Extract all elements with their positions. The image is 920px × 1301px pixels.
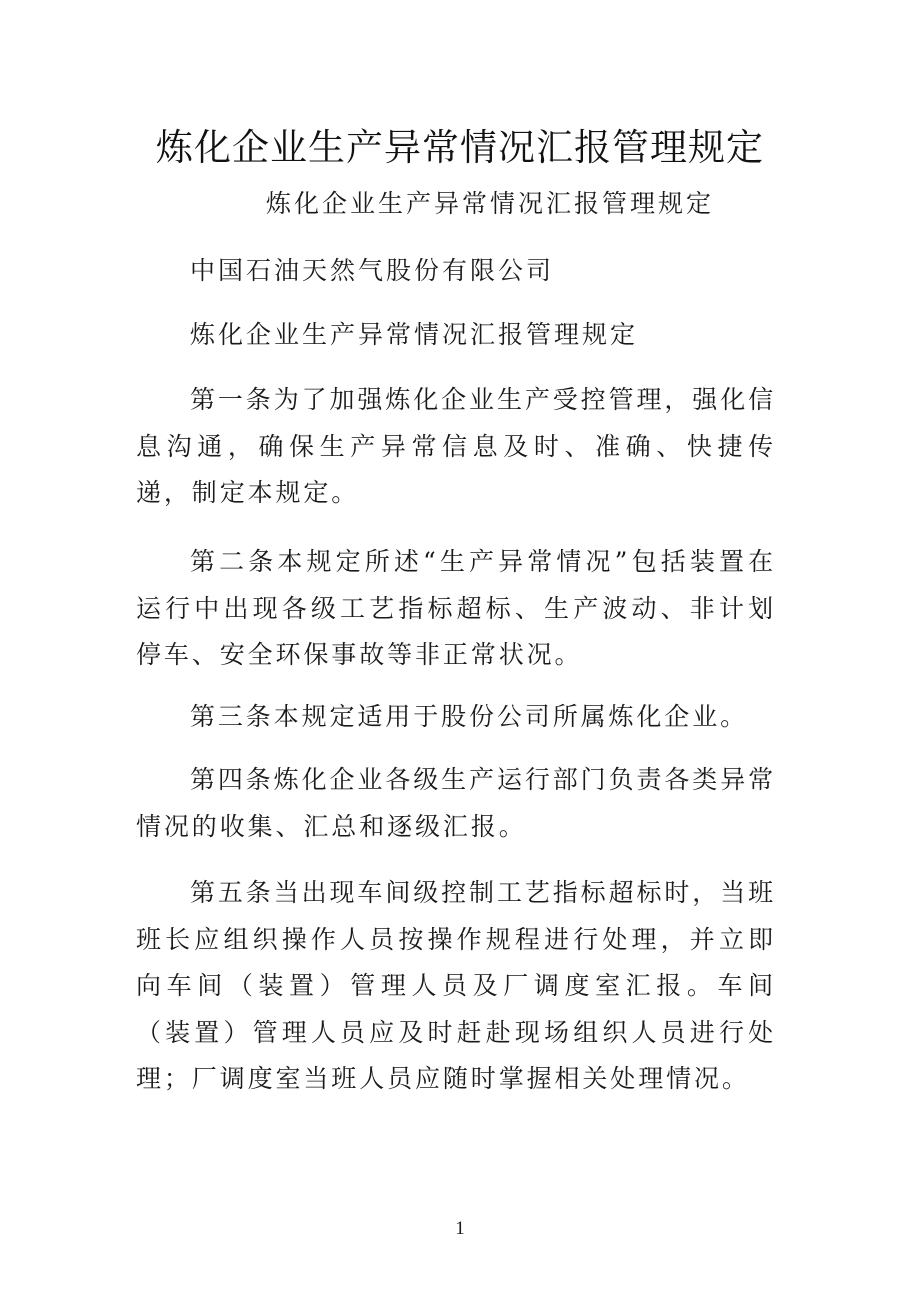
- article-1: 第一条为了加强炼化企业生产受控管理，强化信息沟通，确保生产异常信息及时、准确、快捷传递，制定本规定。: [136, 385, 776, 507]
- article-5: 第五条当出现车间级控制工艺指标超标时，当班班长应组织操作人员按操作规程进行处理，并立即向车间（装置）管理人员及厂调度室汇报。车间（装置）管理人员应及时赶赴现场组织人员进行处理；厂调度室当班人员应随时掌握相关处理情况。: [136, 878, 776, 1093]
- regulation-name: 炼化企业生产异常情况汇报管理规定: [190, 320, 639, 349]
- page-number: 1: [455, 1218, 465, 1239]
- article-2: 第二条本规定所述“生产异常情况”包括装置在运行中出现各级工艺指标超标、生产波动、非计划停车、安全环保事故等非正常状况。: [136, 547, 776, 669]
- document-title: 炼化企业生产异常情况汇报管理规定: [156, 126, 764, 169]
- company-name: 中国石油天然气股份有限公司: [190, 256, 555, 285]
- article-3: 第三条本规定适用于股份公司所属炼化企业。: [190, 702, 749, 731]
- article-4: 第四条炼化企业各级生产运行部门负责各类异常情况的收集、汇总和逐级汇报。: [136, 765, 776, 841]
- document-subtitle: 炼化企业生产异常情况汇报管理规定: [265, 189, 714, 218]
